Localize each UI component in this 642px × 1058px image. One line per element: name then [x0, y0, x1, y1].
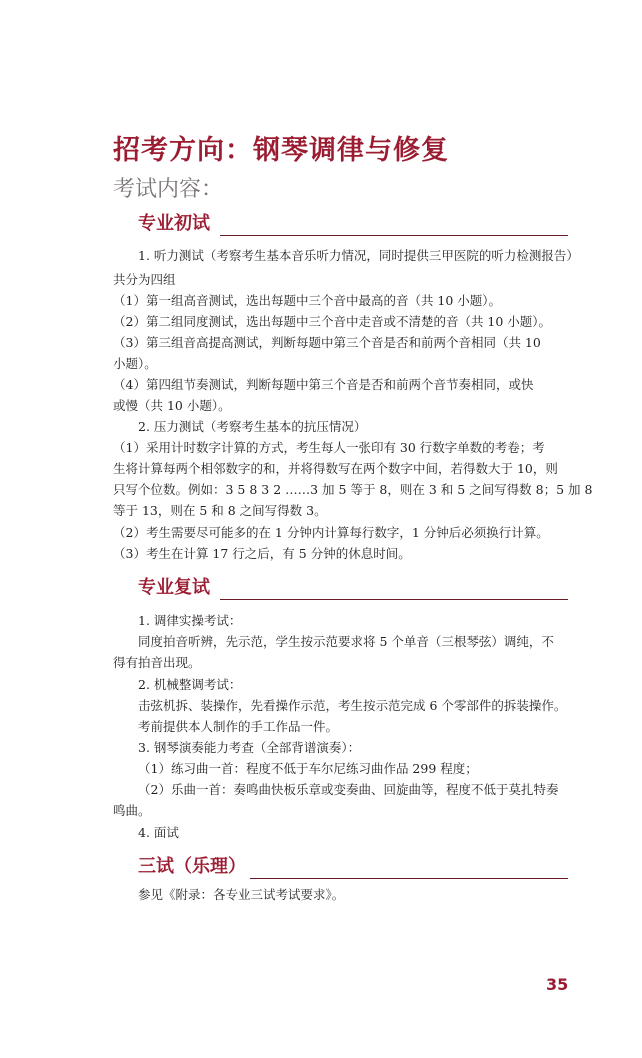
paragraph-line: 1. 听力测试（考察考生基本音乐听力情况，同时提供三甲医院的听力检测报告）: [138, 248, 579, 263]
paragraph-line: （1）采用计时数字计算的方式，考生每人一张印有 30 行数字单数的考卷；考: [113, 440, 545, 455]
paragraph-line: 生将计算每两个相邻数字的和，并将得数写在两个数字中间，若得数大于 10，则: [113, 461, 558, 476]
paragraph-line: 等于 13，则在 5 和 8 之间写得数 3。: [113, 503, 327, 518]
paragraph-line: 参见《附录：各专业三试考试要求》。: [138, 887, 345, 902]
paragraph-line: 击弦机拆、装操作，先看操作示范，考生按示范完成 6 个零部件的拆装操作。: [138, 698, 567, 713]
paragraph-line: 1. 调律实操考试：: [138, 613, 242, 628]
paragraph-line: 或慢（共 10 小题）。: [113, 398, 231, 413]
paragraph-line: 得有拍音出现。: [113, 655, 201, 670]
paragraph-line: （3）考生在计算 17 行之后，有 5 分钟的休息时间。: [113, 546, 411, 561]
paragraph-line: （2）乐曲一首：奏鸣曲快板乐章或变奏曲、回旋曲等，程度不低于莫扎特奏: [138, 782, 559, 797]
paragraph-line: 3. 钢琴演奏能力考查（全部背谱演奏）：: [138, 740, 361, 755]
paragraph-line: 4. 面试: [138, 825, 179, 840]
paragraph-line: 鸣曲。: [113, 803, 151, 818]
paragraph-line: （2）第二组同度测试，选出每题中三个音中走音或不清楚的音（共 10 小题）。: [113, 314, 552, 329]
section-header-first: [138, 212, 568, 238]
paragraph-line: 2. 压力测试（考察考生基本的抗压情况）: [138, 419, 367, 434]
paragraph-line: （2）考生需要尽可能多的在 1 分钟内计算每行数字，1 分钟后必须换行计算。: [113, 525, 549, 540]
paragraph-line: 考前提供本人制作的手工作品一件。: [138, 719, 339, 734]
paragraph-line: 同度拍音听辨，先示范，学生按示范要求将 5 个单音（三根琴弦）调纯，不: [138, 634, 554, 649]
section-rule: [220, 599, 568, 600]
section-title: 三试（乐理）: [138, 856, 246, 877]
section-header-third: [138, 855, 568, 881]
exam-content-subtitle: 考试内容：: [113, 177, 224, 202]
paragraph-line: （1）第一组高音测试，选出每题中三个音中最高的音（共 10 小题）。: [113, 293, 502, 308]
section-title: 专业复试: [138, 577, 210, 598]
paragraph-line: （4）第四组节奏测试，判断每题中第三个音是否和前两个音节奏相同，或快: [113, 377, 534, 392]
paragraph-line: （3）第三组音高提高测试，判断每题中第三个音是否和前两个音相同（共 10: [113, 335, 541, 350]
paragraph-line: 小题）。: [113, 356, 157, 371]
paragraph-line: 共分为四组: [113, 272, 176, 287]
paragraph-line: 只写个位数。例如：3 5 8 3 2 ……3 加 5 等于 8，则在 3 和 5 之间写得数 8；5 加 8: [113, 482, 593, 497]
page-number: 35: [546, 975, 569, 994]
paragraph-line: （1）练习曲一首：程度不低于车尔尼练习曲作品 299 程度；: [138, 761, 478, 776]
section-title: 专业初试: [138, 213, 210, 234]
section-header-second: [138, 576, 568, 602]
section-rule: [250, 878, 568, 879]
section-rule: [220, 235, 568, 236]
page-title: 招考方向：钢琴调律与修复: [113, 135, 449, 166]
paragraph-line: 2. 机械整调考试：: [138, 677, 242, 692]
